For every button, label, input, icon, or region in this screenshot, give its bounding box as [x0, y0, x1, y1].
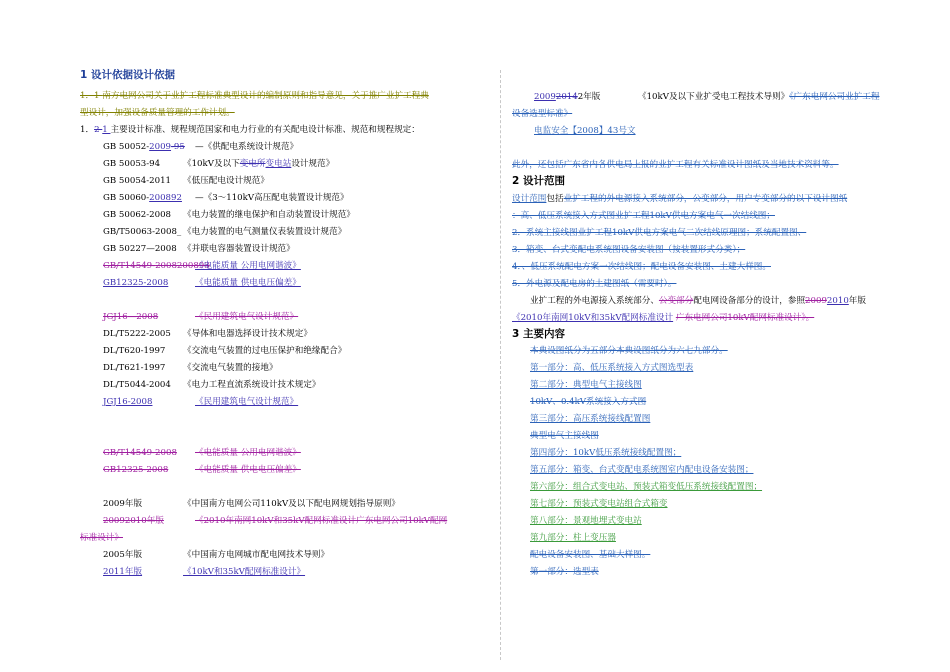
- scope-del: 5．外电源及配电房的土建图纸（需要时）。: [512, 279, 677, 289]
- std-title: 《并联电容器装置设计规范》: [183, 244, 295, 254]
- std-row: [103, 142, 485, 152]
- ref-title: 《2010年南网10kV和35kV配网标准设计广东电网公司10kV配网: [195, 516, 448, 526]
- std-row: [103, 380, 485, 390]
- scope-del: 3．箱变、台式变配电系统图设备安装图（按装置形式分类）；: [512, 245, 746, 255]
- std-code: GB 50053-94: [103, 159, 161, 169]
- blank-line: [103, 482, 485, 492]
- blank-line: [103, 414, 485, 424]
- std-code-ins: 200892: [149, 193, 182, 203]
- contents-item: 第六部分：组合式变电站、预装式箱变低压系统接线配置图；: [530, 482, 763, 492]
- scope-line-8: [512, 313, 912, 323]
- para-1-2: [80, 125, 485, 135]
- ref-title: 《10kV和35kV配网标准设计》: [183, 567, 306, 577]
- ref-row-cont: [80, 533, 485, 543]
- std-code-ins: 2009: [149, 142, 172, 152]
- std-row: [103, 193, 485, 203]
- std-row: [103, 159, 485, 169]
- std-title: —《3～110kV高压配电装置设计规范》: [195, 193, 349, 203]
- contents-list: [530, 346, 912, 577]
- blank-line: [103, 295, 485, 305]
- references-list: [103, 550, 485, 577]
- std-title-del: 变电所: [239, 159, 266, 169]
- std-code: GB 50054-2011: [103, 176, 172, 186]
- scope-del: 4．、低压系统配电方案一次结线图；配电设备安装图、土建大样图。: [512, 262, 771, 272]
- ref-title: 《中国南方电网公司110kV及以下配电网规划指导原则》: [183, 499, 400, 509]
- contents-item: 第五部分：箱变、台式变配电系统图室内配电设备安装图；: [530, 465, 754, 475]
- std-row: [103, 363, 485, 373]
- contents-item: 第一部分：选型表: [530, 567, 599, 577]
- contents-item: 第四部分：10kV低压系统接线配置图；: [530, 448, 682, 458]
- std-code-ins: 2008200893: [155, 261, 210, 271]
- scope-ins: 2010: [826, 296, 849, 306]
- ref-year: 2005年版: [103, 550, 143, 560]
- contents-item: 本典设图纸分为五部分本典设图纸分为六七九部分。: [530, 346, 728, 356]
- ref-doc: 电监安全【2008】43号文: [534, 126, 636, 136]
- std-row: [103, 278, 485, 288]
- scope-line-7: [512, 296, 912, 306]
- ref-title: 《10kV及以下业扩受电工程技术导则》: [638, 92, 790, 102]
- std-title: 《交流电气装置的过电压保护和绝缘配合》: [183, 346, 347, 356]
- ref-row: [103, 516, 485, 526]
- std-title: 《导体和电器选择设计技术规定》: [183, 329, 312, 339]
- std-code: GB 50060-: [103, 193, 150, 203]
- std-code: GB/T14549-: [103, 261, 156, 271]
- contents-item: 第二部分：典型电气主接线图: [530, 380, 642, 390]
- std-code: GB12325-2008: [103, 278, 169, 288]
- scope-line-4: [512, 245, 912, 255]
- std-code: GB/T50063-2008_: [103, 227, 182, 237]
- std-code: DL/T5044-2004: [103, 380, 171, 390]
- std-code: GB/T14549-2008: [103, 448, 177, 458]
- std-row: [103, 465, 485, 475]
- scope-del: 业扩工程的外电源接入系统部分，公变部分，用户专变部分的以下设计图纸: [563, 194, 848, 204]
- contents-item: 配电设备安装图、基础大样图。: [530, 550, 651, 560]
- ref-year: 2011年版: [103, 567, 143, 577]
- std-code: GB 50227—2008: [103, 244, 177, 254]
- scope-del: 广东电网公司10kV配网标准设计》。: [675, 313, 815, 323]
- std-title: 《低压配电设计规范》: [183, 176, 269, 186]
- std-row: [103, 227, 485, 237]
- contents-item: 第八部分：景观地埋式变电站: [530, 516, 642, 526]
- para-1-2-ins: 1: [102, 125, 111, 135]
- right-ref-2: [512, 126, 912, 136]
- scope-del: 2．系统主接线图业扩工程10kV供电方案电气二次结线原理图；系统配置图、: [512, 228, 807, 238]
- contents-item: 第九部分：柱上变压器: [530, 533, 616, 543]
- std-title-end: 设计规范》: [291, 159, 335, 169]
- std-row: [103, 329, 485, 339]
- para-1-1-cont: [80, 108, 485, 118]
- std-title-ins: 变电站: [265, 159, 292, 169]
- blank-line: [512, 143, 912, 153]
- scope-text: 业扩工程的外电源接入系统部分、: [530, 296, 659, 306]
- ref-title-cont: 设备选型标准》: [512, 109, 573, 119]
- scope-line-5: [512, 262, 912, 272]
- std-code: DL/T620-1997: [103, 346, 166, 356]
- std-title: 《电力装置的继电保护和自动装置设计规范》: [183, 210, 355, 220]
- para-1-1-num: 1．1: [80, 91, 103, 101]
- contents-item: 典型电气主接线图: [530, 431, 599, 441]
- scope-line-2: [512, 211, 912, 221]
- std-title: 《电能质量 供电电压偏差》: [195, 465, 301, 475]
- std-title: 《民用建筑电气设计规范》: [195, 312, 299, 322]
- scope-text: 配电网设备部分的设计，参照: [693, 296, 806, 306]
- std-code: JGJ16: [103, 312, 128, 322]
- ref-year: 20092010年版: [103, 516, 164, 526]
- std-row: [103, 261, 485, 271]
- contents-item: 第七部分：预装式变电站组合式箱变: [530, 499, 668, 509]
- ref-title-del: 《广东电网公司业扩工程: [789, 92, 880, 102]
- scope-ins: 设计范围: [512, 194, 547, 204]
- section-heading-2: 2 设计范围: [512, 175, 565, 187]
- std-code: GB 50052-: [103, 142, 150, 152]
- std-code: GB 50062-2008: [103, 210, 172, 220]
- scope-ins: 《2010年南网10kV和35kV配网标准设计: [512, 313, 674, 323]
- std-title: 《电能质量 公用电网谐波》: [195, 448, 301, 458]
- column-divider: [500, 70, 501, 660]
- contents-item: 10kV、0.4kV系统接入方式图: [530, 397, 647, 407]
- std-title: —《供配电系统设计规范》: [195, 142, 299, 152]
- ref-row: [103, 499, 485, 509]
- contents-item: 第一部分：高、低压系统接入方式图选型表: [530, 363, 694, 373]
- std-title: 《10kV及以下: [183, 159, 240, 169]
- right-ref-3: [512, 160, 912, 170]
- scope-del: 2009: [805, 296, 827, 306]
- std-row: [103, 448, 485, 458]
- scope-line-3: [512, 228, 912, 238]
- scope-del: ：高、低压系统接入方式图业扩工程10kV供电方案电气一次结线图；: [512, 211, 775, 221]
- para-1-2-text: 主要设计标准、规程规范国家和电力行业的有关配电设计标准、规范和规程规定：: [110, 125, 420, 135]
- std-title: 《电能质量 公用电网谐波》: [195, 261, 301, 271]
- standards-list: [103, 142, 485, 526]
- ref-title: 《中国南方电网城市配电网技术导则》: [183, 550, 330, 560]
- std-code: DL/T621-1997: [103, 363, 166, 373]
- std-row: [103, 176, 485, 186]
- ref-title-cont: 标准设计》: [80, 533, 123, 543]
- scope-line-1: [512, 194, 912, 204]
- section-heading-1: 1 设计依据设计依据: [80, 69, 175, 81]
- right-column: [512, 70, 912, 577]
- para-1-2-num: 1．: [80, 125, 95, 135]
- ref-year: 2009年版: [103, 499, 143, 509]
- std-code-year: —2008: [127, 312, 159, 322]
- std-title: 《电力装置的电气测量仪表装置设计规范》: [183, 227, 347, 237]
- ref-year-del: 2014: [555, 92, 578, 102]
- std-row: [103, 312, 485, 322]
- scope-text: 年版: [848, 296, 866, 306]
- std-row: [103, 397, 485, 407]
- scope-line-6: [512, 279, 912, 289]
- blank-line: [103, 431, 485, 441]
- std-code-del: -95: [171, 142, 185, 152]
- para-1-1: [80, 91, 485, 101]
- ref-row: [103, 567, 485, 577]
- para-1-1-text: 南方电网公司关于业扩工程标准典型设计的编制原则和指导意见，关于推广业扩工程典: [102, 91, 429, 101]
- std-code: JGJ16-2008: [103, 397, 153, 407]
- ref-year: 2年版: [577, 92, 601, 102]
- std-code: DL/T5222-2005: [103, 329, 171, 339]
- std-row: [103, 210, 485, 220]
- scope-del: 公变部分: [658, 296, 694, 306]
- std-row: [103, 244, 485, 254]
- std-row: [103, 346, 485, 356]
- std-code: GB12325-2008: [103, 465, 169, 475]
- para-1-2-del: 2: [94, 125, 103, 135]
- left-column: [80, 70, 485, 577]
- section-heading-3: 3 主要内容: [512, 328, 565, 340]
- right-ref-1-cont: [512, 109, 912, 119]
- std-title: 《电力工程直流系统设计技术规定》: [183, 380, 321, 390]
- ref-note: 此外，还包括广东省内各供电局上报的业扩工程有关标准设计图纸及当地技术资料等。: [512, 160, 839, 170]
- scope-text: 包括: [546, 194, 564, 204]
- std-title: 《民用建筑电气设计规范》: [195, 397, 299, 407]
- ref-year-ins: 2009: [534, 92, 556, 102]
- std-title: 《电能质量 供电电压偏差》: [195, 278, 301, 288]
- contents-item: 第三部分：高压系统接线配置图: [530, 414, 651, 424]
- right-ref-1: [512, 92, 912, 102]
- ref-row: [103, 550, 485, 560]
- para-1-1-cont-text: 型设计，加强设备质量管理的工作计划。: [80, 108, 235, 118]
- std-title: 《交流电气装置的接地》: [183, 363, 278, 373]
